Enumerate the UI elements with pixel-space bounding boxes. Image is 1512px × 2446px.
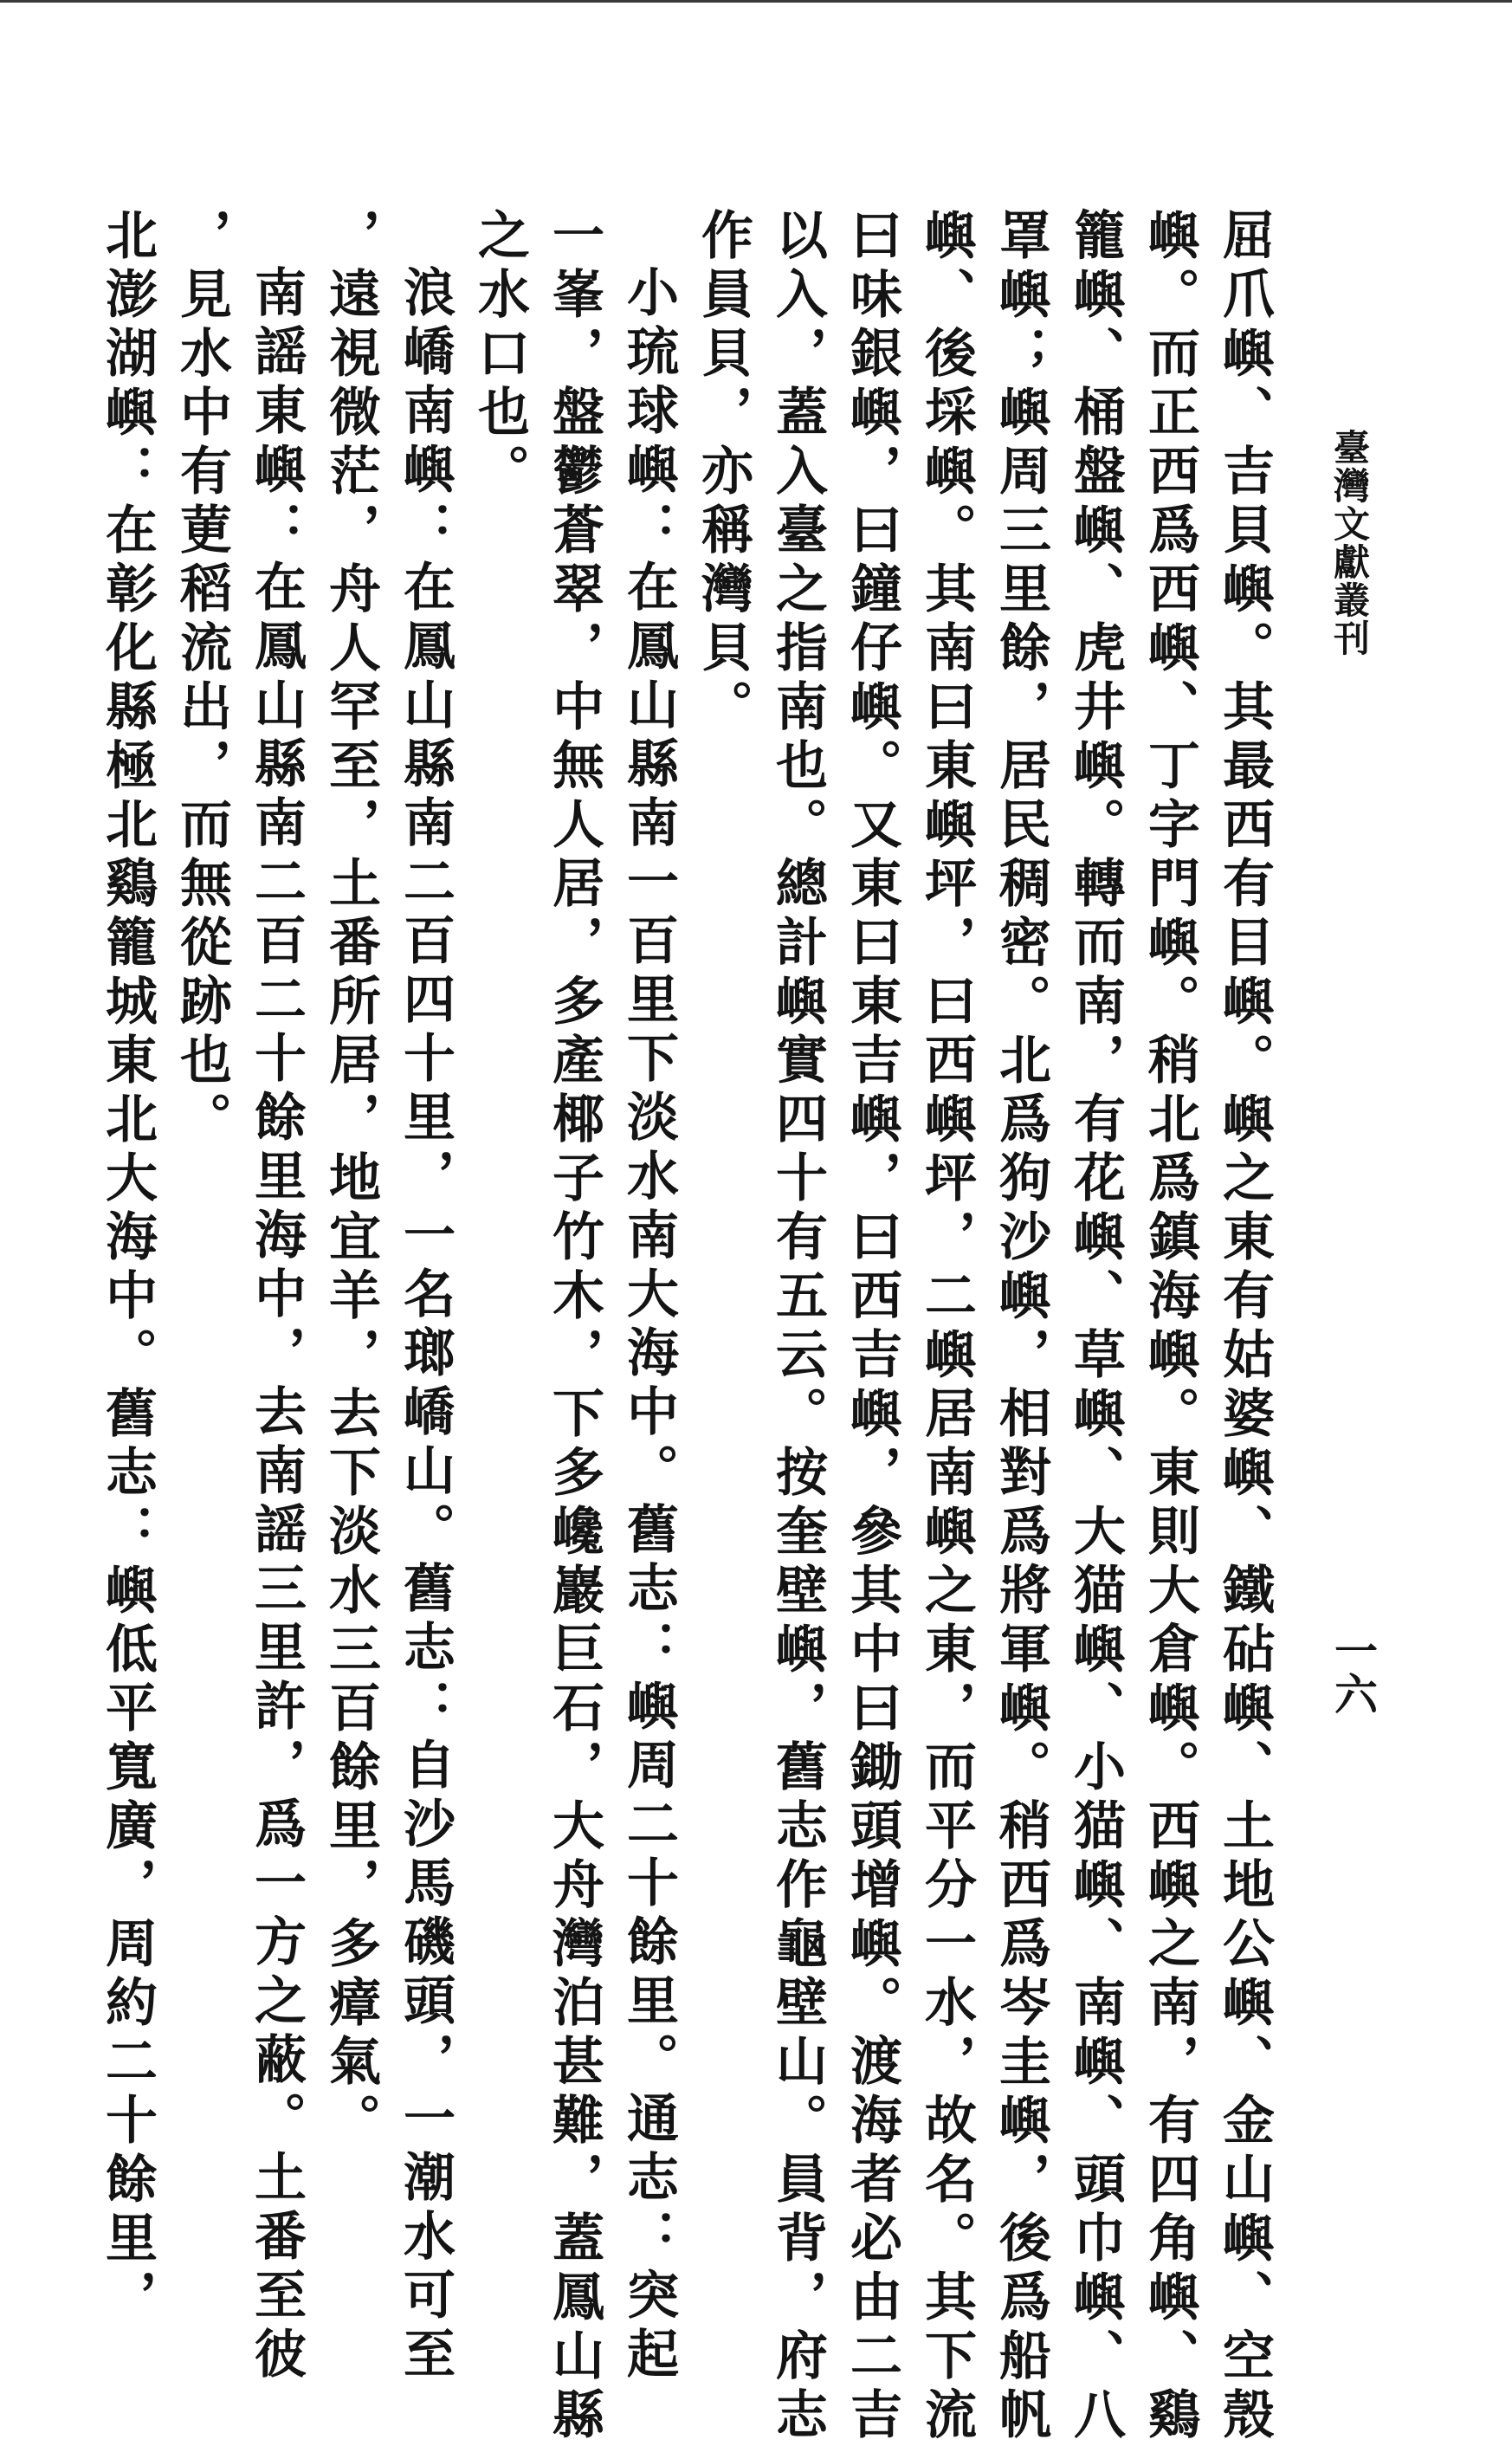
text-column: 曰味銀嶼，曰鐘仔嶼。又東曰東吉嶼，曰西吉嶼，參其中曰鋤頭增嶼。渡海者必由二吉 (842, 208, 902, 2446)
text-column: 籠嶼、桶盤嶼、虎井嶼。轉而南，有花嶼、草嶼、大猫嶼、小猫嶼、南嶼、頭巾嶼、八 (1065, 208, 1126, 2446)
text-column: ，見水中有莄稻流出，而無從跡也。 (171, 208, 232, 1150)
text-column: 以入，蓋入臺之指南也。總計嶼實四十有五云。按奎壁嶼，舊志作龜壁山。員背，府志 (767, 208, 828, 2446)
text-column: 屈爪嶼、吉貝嶼。其最西有目嶼。嶼之東有姑婆嶼、鐵砧嶼、土地公嶼、金山嶼、空殼 (1214, 208, 1275, 2446)
vertical-text-body (97, 208, 1282, 2446)
text-column-entry-langqiao: 浪嶠南嶼：在鳳山縣南二百四十里，一名瑯嶠山。舊志：自沙馬磯頭，一潮水可至 (395, 265, 456, 2385)
text-column-entry-nanyao: 南謡東嶼：在鳳山縣南二百二十餘里海中，去南謡三里許，爲一方之蔽。土番至彼 (246, 265, 307, 2385)
text-column: 一峯，盤鬱蒼翠，中無人居，多產椰子竹木，下多巉巖巨石，大舟灣泊甚難，蓋鳳山縣 (544, 208, 604, 2446)
text-column: 罩嶼；嶼周三里餘，居民稠密。北爲狗沙嶼，相對爲將軍嶼。稍西爲岑圭嶼，後爲船帆 (991, 208, 1051, 2446)
text-column: 之水口也。 (469, 208, 530, 502)
page-number: 一六 (1328, 1628, 1379, 1715)
text-column-entry-beipenghu: 北澎湖嶼：在彰化縣極北鷄籠城東北大海中。舊志：嶼低平寬廣，周約二十餘里， (97, 208, 158, 2328)
running-header-title: 臺灣文獻叢刊 (1328, 429, 1371, 657)
top-border-line (0, 0, 1512, 3)
text-column: 嶼、後埰嶼。其南曰東嶼坪，曰西嶼坪，二嶼居南嶼之東，而平分一水，故名。其下流 (916, 208, 977, 2446)
text-column: 嶼。而正西爲西嶼、丁字門嶼。稍北爲鎮海嶼。東則大倉嶼。西嶼之南，有四角嶼、鷄 (1140, 208, 1200, 2446)
text-column: 作員貝，亦稱灣貝。 (693, 208, 753, 738)
text-column-entry-xiaoliuqiu: 小琉球嶼：在鳳山縣南一百里下淡水南大海中。舊志：嶼周二十餘里。通志：突起 (618, 265, 679, 2385)
text-column: ，遠視微茫，舟人罕至，土番所居，地宜羊，去下淡水三百餘里，多瘴氣。 (320, 208, 381, 2152)
